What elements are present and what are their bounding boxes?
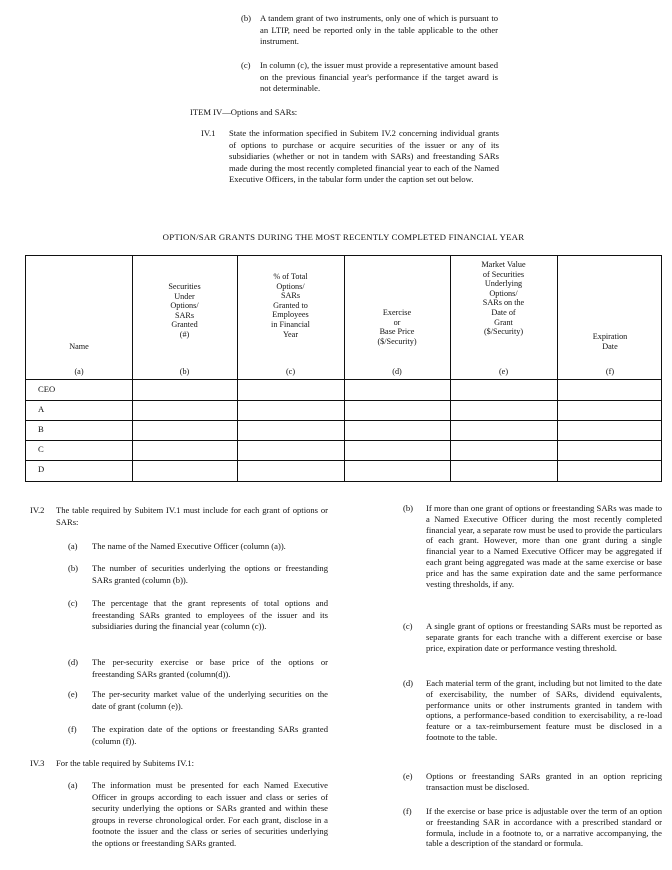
table-title: OPTION/SAR GRANTS DURING THE MOST RECENTLY COMPLETED FINANCIAL YEAR (162, 232, 525, 242)
row-label-d: D (38, 464, 45, 474)
column-letter: (f) (605, 367, 615, 376)
item-marker: (a) (68, 541, 78, 551)
item-marker: (d) (68, 657, 79, 667)
column-letter: (b) (179, 367, 190, 376)
item-text: The information must be presented for each Named Executive Officer in groups according to each issuer and class or series of security underlying the options or SARs granted and within these groups in reverse chronological order. For each grant, disclose in a footnote the issuer and the class or series of securities underlying the options or freestanding SARs granted. (92, 780, 328, 848)
item-marker: (c) (241, 60, 251, 70)
column-header-securities: Securities Under Options/ SARs Granted (#) (168, 282, 201, 339)
row-divider (26, 420, 661, 421)
item-iv-heading: ITEM IV—Options and SARs: (190, 107, 298, 117)
item-marker: (f) (403, 806, 412, 816)
column-header-expiration: Expiration Date (592, 332, 628, 351)
item-marker: (e) (68, 689, 78, 699)
column-letter: (d) (392, 367, 402, 376)
column-letter: (a) (74, 367, 84, 376)
subitem-marker: IV.2 (30, 505, 45, 515)
row-label-a: A (38, 404, 45, 414)
item-text: In column (c), the issuer must provide a representative amount based on the previous financial year's performance if the target award is not determinable. (260, 60, 498, 94)
item-text: If more than one grant of options or freestanding SARs was made to a Named Executive Officer during the most recently completed financial year, a separate row must be used to provide the particulars of each grant. However, more than one grant during a single financial year to a Named Executive Officer may be aggregated if each grant being aggregated was made at the same exercise or base price and has the same expiration date and the same performance vesting thresholds, if any. (426, 503, 662, 589)
item-text: A single grant of options or freestanding SARs must be reported as separate grants for each tranche with a different exercise or base price, expiration date or performance vesting threshold. (426, 621, 662, 653)
item-text: Each material term of the grant, including but not limited to the date of exercisability, the number of SARs, dividend equivalents, performance units or other instruments granted in tandem with options, a performance-based condition to exercisability, a re-load feature or a tax-reimbursement feature must be disclosed in a footnote to the table. (426, 678, 662, 742)
item-text: The name of the Named Executive Officer (column (a)). (92, 541, 286, 551)
column-letter: (c) (285, 367, 296, 376)
row-label-c: C (38, 444, 44, 454)
column-letter: (e) (498, 367, 509, 376)
row-divider (26, 400, 661, 401)
subitem-text: For the table required by Subitems IV.1: (56, 758, 195, 768)
column-header-market-value: Market Value of Securities Underlying Options/ SARs on the Date of Grant ($/Security) (481, 260, 526, 337)
row-divider (26, 460, 661, 461)
item-marker: (c) (68, 598, 78, 608)
column-header-percent-total: % of Total Options/ SARs Granted to Employees in Financial Year (271, 272, 310, 339)
item-marker: (a) (68, 780, 78, 790)
item-marker: (b) (403, 503, 414, 513)
item-text: A tandem grant of two instruments, only one of which is pursuant to an LTIP, need be reported only in the table applicable to the other instrument. (260, 13, 498, 47)
item-text: The number of securities underlying the options or freestanding SARs granted (column (b)). (92, 563, 328, 585)
item-text: The percentage that the grant represents of total options and freestanding SARs granted to employees of the issuer and its subsidiaries during the financial year (column (c)). (92, 598, 328, 632)
item-marker: (b) (68, 563, 79, 573)
item-marker: (d) (403, 678, 414, 688)
item-marker: (c) (403, 621, 413, 631)
item-marker: (f) (68, 724, 77, 734)
item-text: If the exercise or base price is adjustable over the term of an option or freestanding SAR in accordance with a prescribed standard or formula, include in a footnote to, or a narrative accompanying, the table a description of the standard or formula. (426, 806, 662, 849)
column-header-exercise-price: Exercise or Base Price ($/Security) (377, 308, 417, 346)
option-sar-grants-table (25, 255, 662, 482)
column-header-name: Name (69, 342, 89, 351)
row-divider (26, 379, 661, 380)
item-text: The expiration date of the options or freestanding SARs granted (column (f)). (92, 724, 328, 746)
subitem-marker: IV.3 (30, 758, 45, 768)
item-text: The per-security exercise or base price of the options or freestanding SARs granted (column(d)). (92, 657, 328, 679)
subitem-text: State the information specified in Subitem IV.2 concerning individual grants of options to purchase or acquire securities of the issuer or any of its subsidiaries (whether or not in tandem with SARs) and freestanding SARs made during the most recently completed financial year to each of the Named Executive Officers, in the tabular form under the caption set out below. (229, 128, 499, 185)
item-text: Options or freestanding SARs granted in an option repricing transaction must be disclosed. (426, 771, 662, 792)
subitem-marker: IV.1 (201, 128, 216, 138)
row-label-b: B (38, 424, 44, 434)
row-divider (26, 440, 661, 441)
subitem-text: The table required by Subitem IV.1 must include for each grant of options or SARs: (56, 505, 328, 527)
row-label-ceo: CEO (38, 384, 56, 394)
item-marker: (e) (403, 771, 413, 781)
item-marker: (b) (241, 13, 252, 23)
item-text: The per-security market value of the underlying securities on the date of grant (column (e)). (92, 689, 328, 711)
